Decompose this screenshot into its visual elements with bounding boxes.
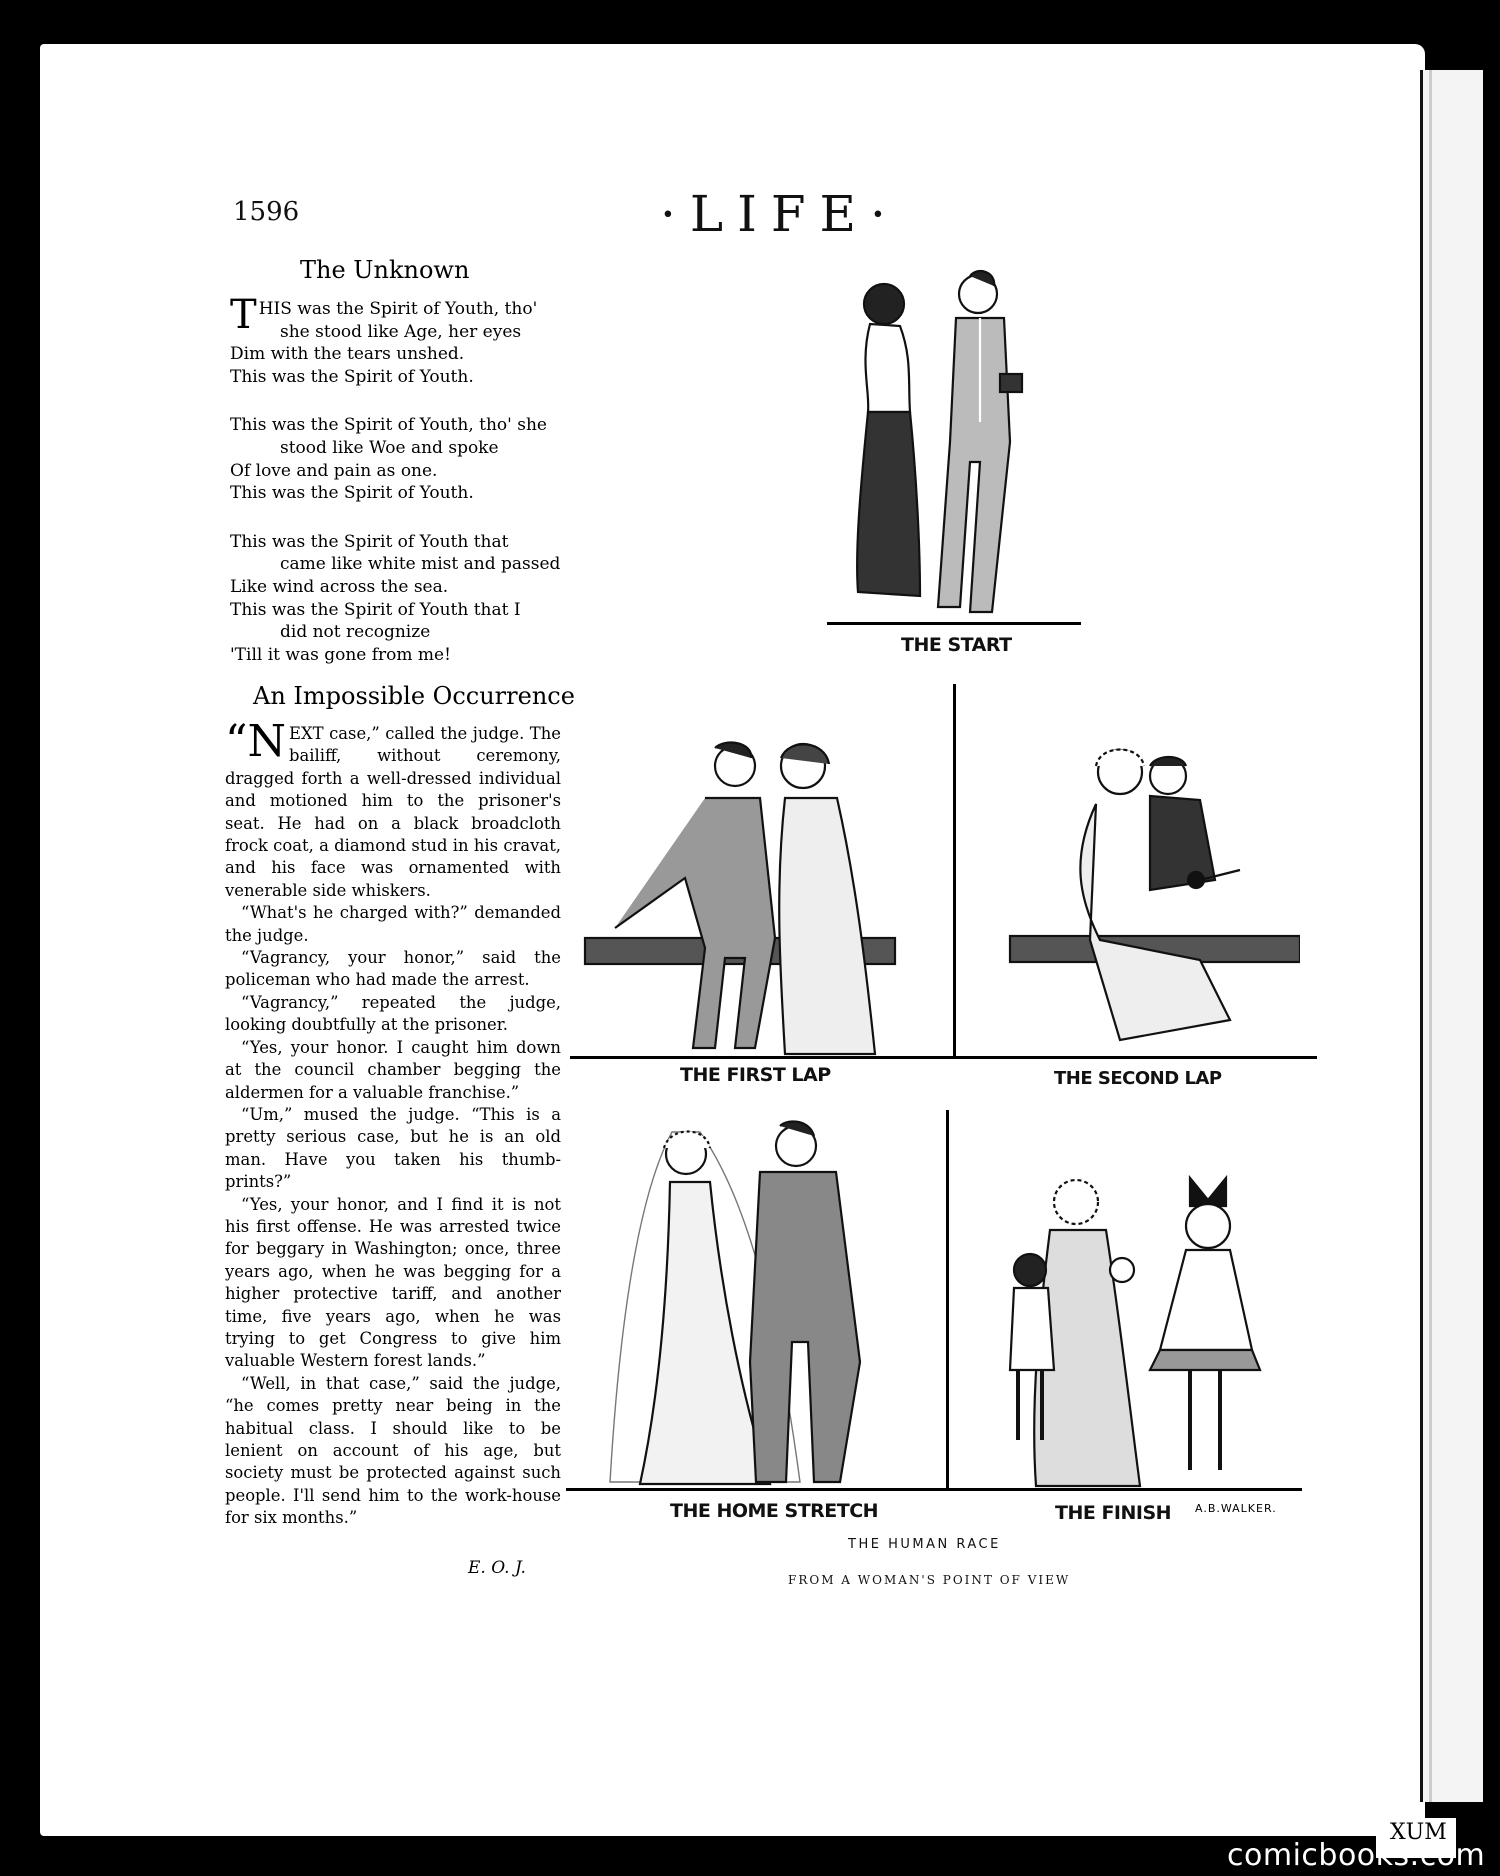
panel-divider-top (953, 684, 956, 1058)
panel-divider-bottom (946, 1110, 949, 1490)
watermark: comicbooks.com (1227, 1838, 1486, 1873)
page-number: 1596 (233, 197, 300, 227)
illustration-home-stretch (600, 1112, 930, 1488)
story-paragraph: “What's he charged with?” demanded the judge. (225, 903, 561, 945)
story-body (225, 716, 561, 1530)
poem-line: This was the Spirit of Youth that I (230, 599, 521, 620)
archive-stamp-text: XUM (1390, 1820, 1447, 1845)
poem-line: Of love and pain as one. (230, 460, 438, 481)
story-paragraph: “Um,” mused the judge. “This is a pretty serious case, but he is an old man. Have you taken his thumb-prints?” (225, 1104, 561, 1192)
illustration-first-lap (575, 738, 935, 1056)
poem-line: 'Till it was gone from me! (230, 644, 451, 665)
poem-stanza (230, 292, 580, 388)
poem-line: This was the Spirit of Youth. (230, 366, 474, 387)
poem-dropcap: T (230, 292, 257, 338)
illustration-second-lap (1000, 740, 1300, 1056)
story-paragraph: “Yes, your honor. I caught him down at the council chamber begging the aldermen for a valuable franchise.” (225, 1037, 561, 1102)
story-title: An Impossible Occurrence (253, 682, 575, 710)
story-signature: E. O. J. (468, 1558, 526, 1578)
poem-line: This was the Spirit of Youth. (230, 483, 474, 504)
poem-line: This was the Spirit of Youth, tho' she (230, 415, 547, 436)
poem-line: Dim with the tears unshed. (230, 344, 465, 365)
artist-signature: A.B.WALKER. (1195, 1502, 1277, 1515)
panel-start-baseline (827, 622, 1081, 625)
illustration-the-finish (990, 1170, 1300, 1488)
panel-baseline-middle (570, 1056, 1317, 1059)
story-dropcap: “N (225, 716, 286, 767)
story-paragraph: “Well, in that case,” said the judge, “he comes pretty near being in the habitual class. I should like to be lenient on account of his age, but society must be protected against such people. I'll send him to the work-house for six months.” (225, 1373, 561, 1528)
poem-line: did not recognize (280, 622, 431, 643)
poem-stanza (230, 531, 580, 667)
panel-caption-finish: THE FINISH (1055, 1502, 1172, 1524)
poem-line: came like white mist and passed (280, 554, 561, 575)
poem-body (230, 292, 580, 692)
poem-stanza (230, 414, 580, 504)
illustration-the-start (820, 262, 1090, 622)
story-paragraph: “Vagrancy, your honor,” said the policeman who had made the arrest. (225, 948, 561, 990)
facing-page-edge (1420, 70, 1483, 1802)
magazine-title: ·LIFE· (660, 185, 900, 243)
story-paragraph: “Yes, your honor, and I find it is not his first offense. He was arrested twice for beggary in Washington; once, three years ago, when he was begging for a higher protective tariff, and another time, five years ago, when he was trying to get Congress to give him valuable Western forest lands.” (225, 1194, 561, 1371)
poem-title: The Unknown (300, 256, 470, 284)
panel-caption-second-lap: THE SECOND LAP (1054, 1068, 1222, 1089)
poem-line: Like wind across the sea. (230, 576, 449, 597)
story-paragraph: “Vagrancy,” repeated the judge, looking doubtfully at the prisoner. (225, 992, 561, 1035)
cartoon-subtitle: FROM A WOMAN'S POINT OF VIEW (788, 1573, 1071, 1587)
poem-line: she stood like Age, her eyes (280, 321, 522, 342)
panel-caption-home-stretch: THE HOME STRETCH (670, 1500, 879, 1522)
poem-line: stood like Woe and spoke (280, 437, 499, 458)
poem-line: This was the Spirit of Youth that (230, 531, 509, 552)
cartoon-title: THE HUMAN RACE (848, 1537, 1001, 1552)
panel-baseline-bottom (566, 1488, 1302, 1491)
panel-caption-start: THE START (901, 634, 1012, 656)
panel-caption-first-lap: THE FIRST LAP (680, 1064, 831, 1086)
poem-line: HIS was the Spirit of Youth, tho' (258, 299, 538, 319)
story-paragraph: “N EXT case,” called the judge. The bailiff, without ceremony, dragged forth a well-dressed individual and motioned him to the prisoner's seat. He had on a black broadcloth frock coat, a diamond stud in his cravat, and his face was ornamented with venerable side whiskers. (225, 716, 561, 900)
